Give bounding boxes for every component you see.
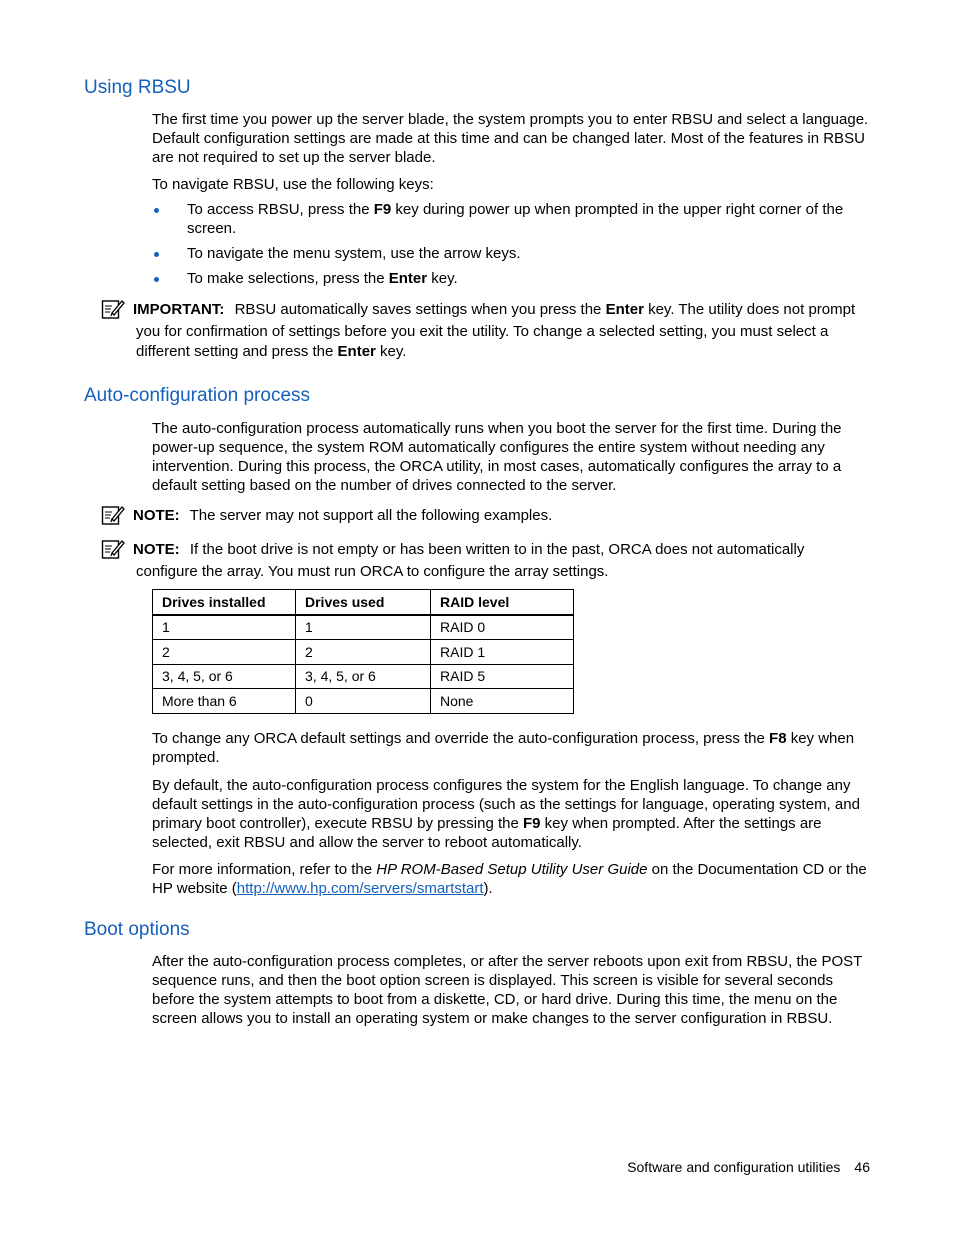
- smartstart-link[interactable]: http://www.hp.com/servers/smartstart: [236, 880, 484, 897]
- paragraph-change-orca: To change any ORCA default settings and override the auto-configuration process, press the F8 key when prompted.: [152, 730, 855, 766]
- note-label: NOTE:: [133, 507, 180, 524]
- note-callout: [101, 504, 873, 528]
- paragraph-boot-options: After the auto-configuration process completes, or after the server reboots upon exit from RBSU, the POST sequence runs, and then the boot option screen is displayed. This screen is visible for several seconds before the system attempts to boot from a diskette, CD, or hard drive. During this time, the menu on the screen allows you to install an operating system or make changes to the server configuration in RBSU.: [152, 953, 863, 1027]
- note-line: NOTE: The server may not support all the following examples.: [133, 507, 553, 524]
- note-pencil-icon: [101, 298, 125, 320]
- table-cell: RAID 1: [431, 640, 574, 665]
- note-label: NOTE:: [133, 541, 180, 558]
- column-header: Drives used: [296, 590, 431, 615]
- note-line: NOTE: If the boot drive is not empty or has been written to in the past, ORCA does not automatically: [133, 541, 805, 558]
- list-item: To navigate the menu system, use the arrow keys.: [152, 244, 872, 263]
- key-name: F8: [769, 730, 787, 747]
- table-header-row: [153, 590, 574, 615]
- paragraph-default-settings: By default, the auto-configuration process configures the system for the English language. To change any default settings in the auto-configuration process (such as the settings for language, operating system, and primary boot controller), execute RBSU by pressing the F9 key when prompted. After the settings are selected, exit RBSU and allow the server to reboot automatically.: [152, 777, 860, 851]
- column-header: Drives installed: [153, 590, 296, 615]
- paragraph-auto-config-intro: The auto-configuration process automatically runs when you boot the server for the first time. During the power-up sequence, the system ROM automatically configures the entire system without needing any intervention. During this process, the ORCA utility, in most cases, automatically configures the array to a default setting based on the number of drives connected to the server.: [152, 420, 842, 494]
- heading-using-rbsu: Using RBSU: [84, 77, 191, 98]
- page-footer: [600, 1159, 870, 1175]
- table-cell: 3, 4, 5, or 6: [153, 664, 296, 689]
- note-continuation: configure the array. You must run ORCA to configure the array settings.: [136, 563, 609, 580]
- table-cell: None: [431, 689, 574, 714]
- list-item: To access RBSU, press the F9 key during power up when prompted in the upper right corner of the screen.: [152, 200, 872, 238]
- key-name: Enter: [337, 343, 376, 360]
- paragraph-rbsu-intro: The first time you power up the server blade, the system prompts you to enter RBSU and select a language. Default configuration settings are made at this time and can be changed later. Most of the features in RBSU are not required to set up the server blade.: [152, 111, 869, 166]
- key-name: Enter: [605, 301, 644, 318]
- page-number: 46: [854, 1159, 870, 1175]
- key-name: F9: [523, 815, 541, 832]
- table-cell: More than 6: [153, 689, 296, 714]
- table-row: [153, 615, 574, 640]
- table-cell: 3, 4, 5, or 6: [296, 664, 431, 689]
- important-callout: [101, 298, 873, 362]
- heading-auto-configuration: Auto-configuration process: [84, 385, 311, 406]
- footer-chapter: Software and configuration utilities: [627, 1159, 841, 1175]
- heading-boot-options: Boot options: [84, 919, 190, 940]
- note-pencil-icon: [101, 538, 125, 560]
- table-cell: 2: [153, 640, 296, 665]
- list-item: To make selections, press the Enter key.: [152, 269, 872, 288]
- bullet-icon: [154, 208, 159, 213]
- key-name: Enter: [388, 270, 428, 287]
- important-label: IMPORTANT:: [133, 301, 225, 318]
- bullet-icon: [154, 277, 159, 282]
- table-cell: RAID 5: [431, 664, 574, 689]
- rbsu-keys-list: [152, 200, 872, 294]
- table-cell: 0: [296, 689, 431, 714]
- important-continuation: you for confirmation of settings before you exit the utility. To change a selected setting, you must select a different setting and press the Enter key.: [136, 323, 829, 360]
- table-cell: 2: [296, 640, 431, 665]
- paragraph-more-info: For more information, refer to the HP ROM-Based Setup Utility User Guide on the Documentation CD or the HP website (http://www.hp.com/servers/smartstart).: [152, 861, 867, 897]
- table-row: [153, 664, 574, 689]
- table-cell: RAID 0: [431, 615, 574, 640]
- column-header: RAID level: [431, 590, 574, 615]
- important-first-line: IMPORTANT: RBSU automatically saves settings when you press the Enter key. The utility does not prompt: [133, 301, 856, 318]
- guide-title: HP ROM-Based Setup Utility User Guide: [376, 861, 648, 878]
- table-row: [153, 640, 574, 665]
- table-cell: 1: [296, 615, 431, 640]
- note-pencil-icon: [101, 504, 125, 526]
- note-callout: [101, 538, 873, 584]
- paragraph-rbsu-nav-lead: To navigate RBSU, use the following keys:: [152, 176, 434, 193]
- key-name: F9: [373, 201, 392, 218]
- raid-level-table: [152, 589, 574, 714]
- table-cell: 1: [153, 615, 296, 640]
- bullet-icon: [154, 252, 159, 257]
- table-row: [153, 689, 574, 714]
